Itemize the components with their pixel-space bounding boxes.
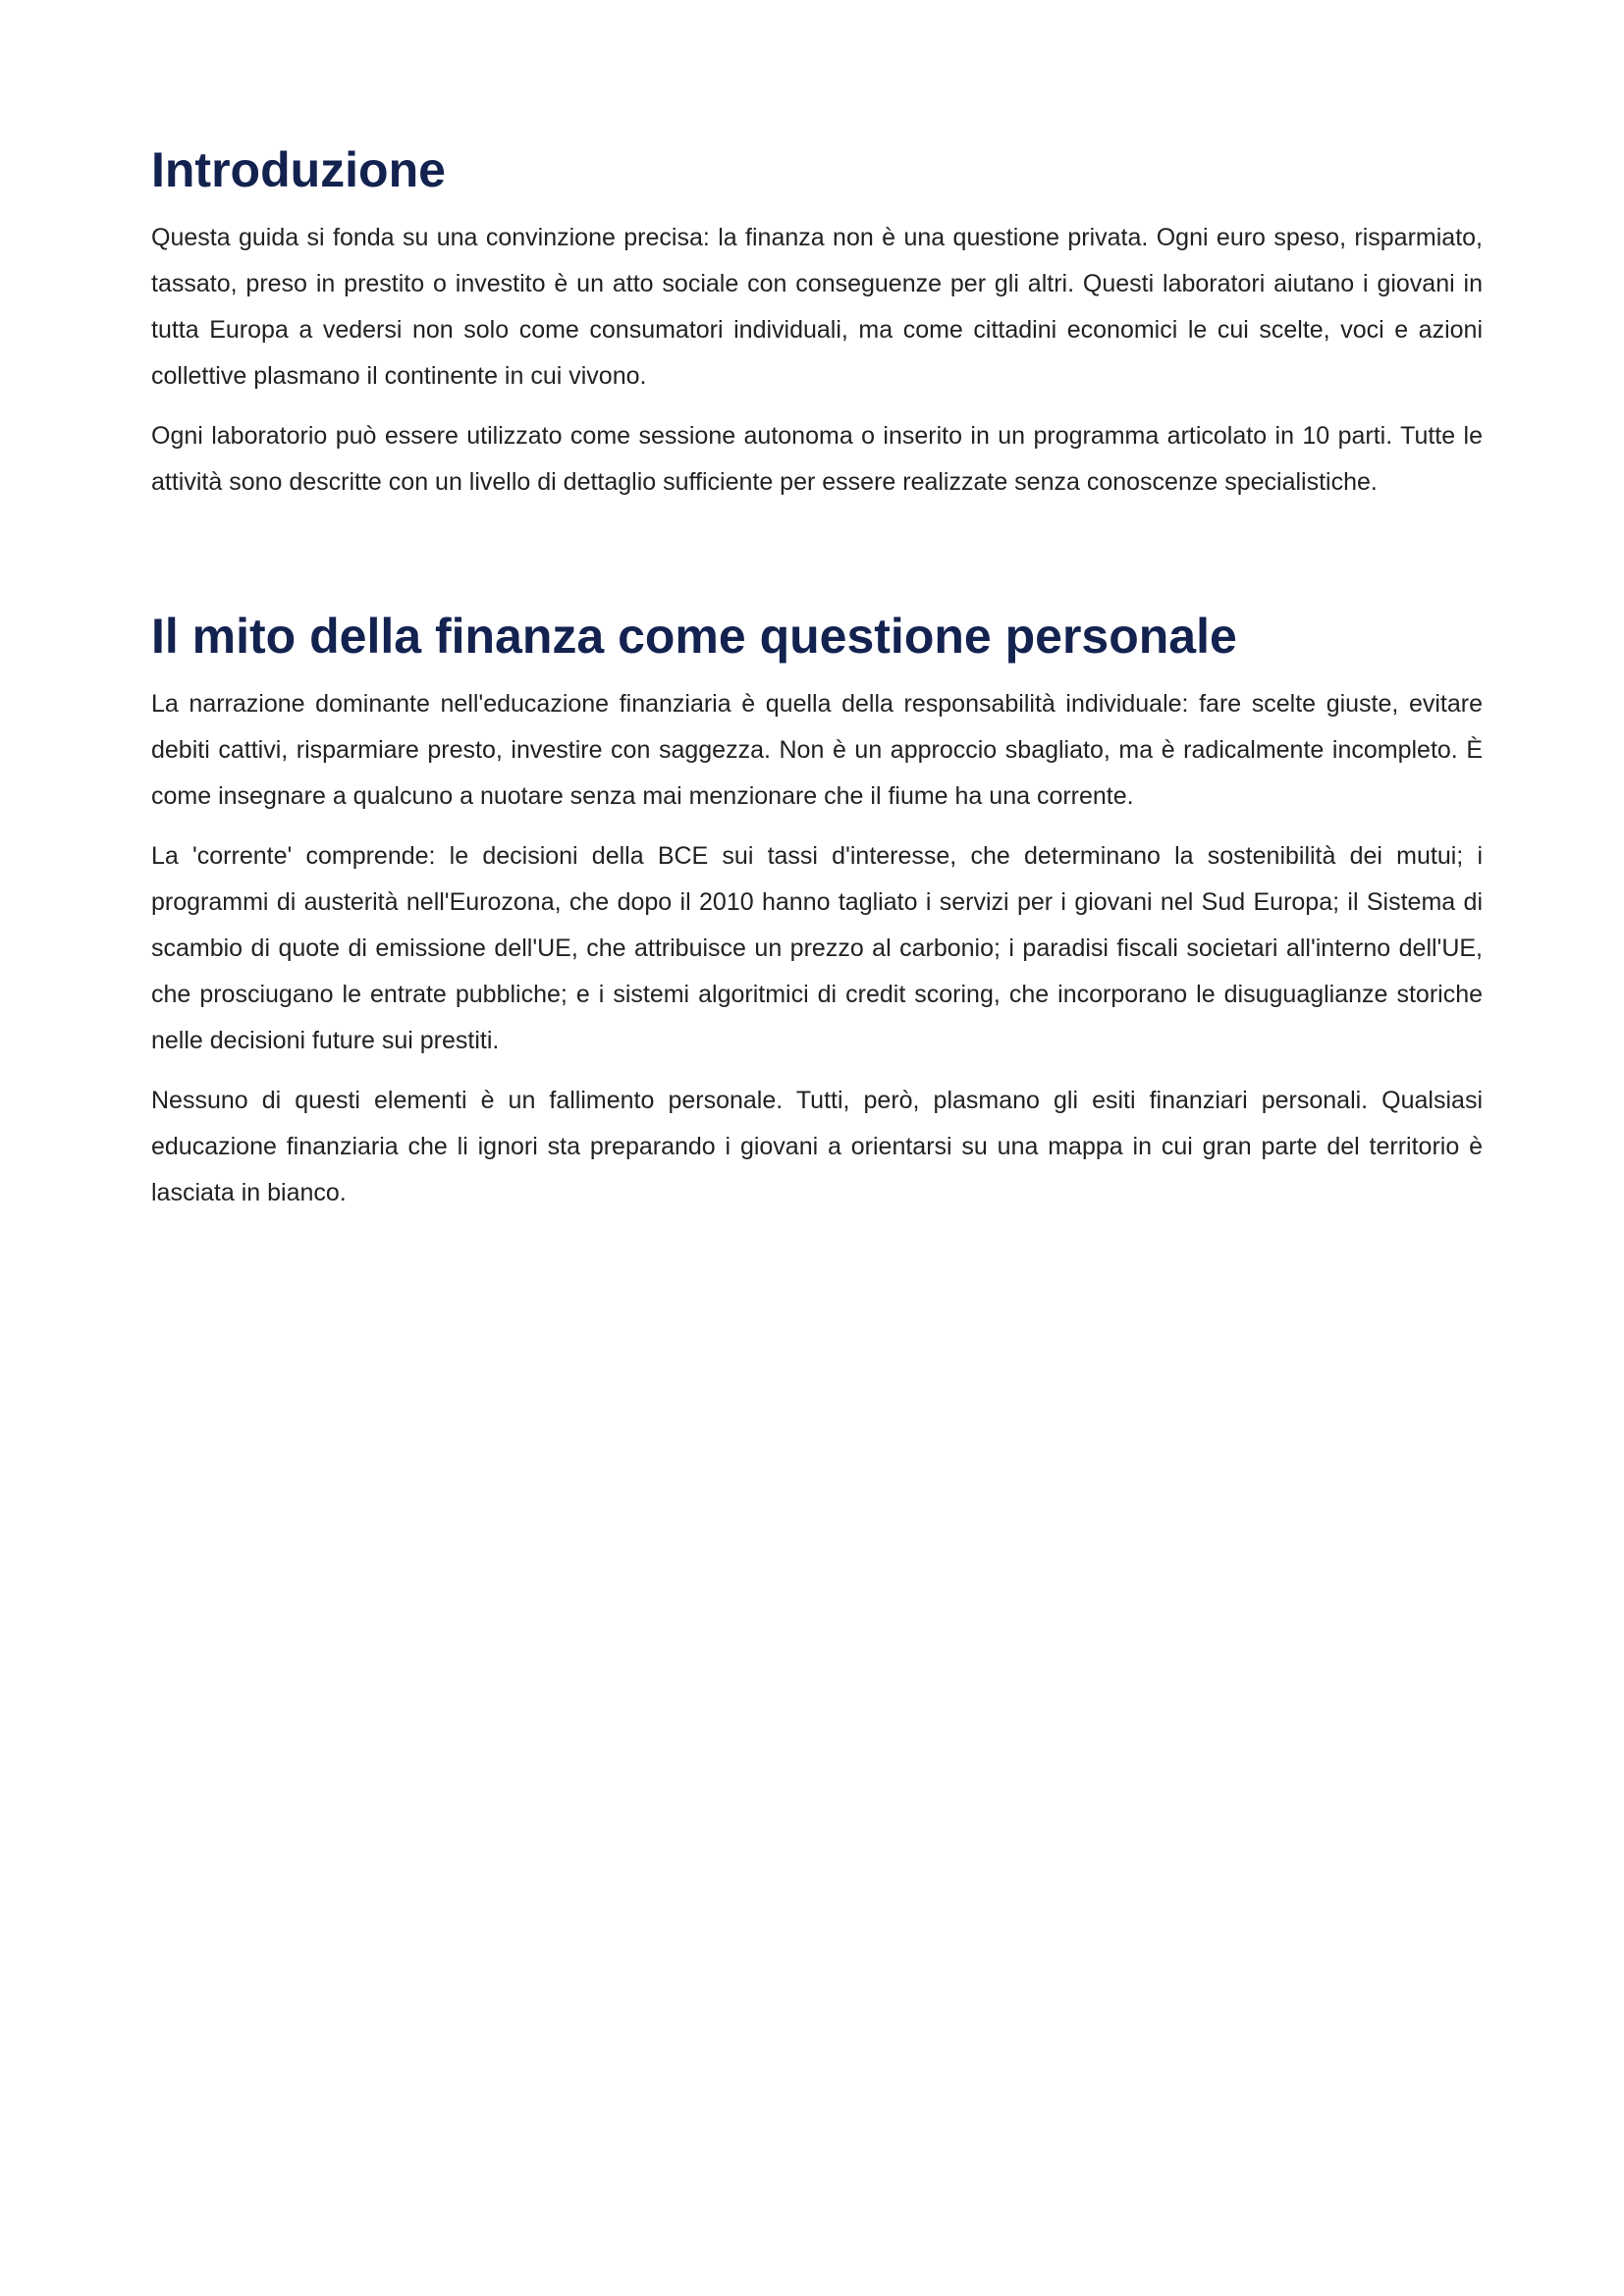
section-introduzione [151, 140, 1483, 506]
document-page [151, 0, 1483, 1216]
paragraph: Questa guida si fonda su una convinzione precisa: la finanza non è una questione privata. Ogni euro speso, risparmiato, tassato, preso in prestito o investito è un atto sociale con conseguenze per gli altri. Questi laboratori aiutano i giovani in tutta Europa a vedersi non solo come consumatori individuali, ma come cittadini economici le cui scelte, voci e azioni collettive plasmano il continente in cui vivono. [151, 224, 1483, 390]
section-heading: Introduzione [151, 142, 446, 197]
section-heading: Il mito della finanza come questione personale [151, 609, 1237, 664]
section-mito-finanza [151, 607, 1483, 1216]
paragraph: La 'corrente' comprende: le decisioni della BCE sui tassi d'interesse, che determinano la sostenibilità dei mutui; i programmi di austerità nell'Eurozona, che dopo il 2010 hanno tagliato i servizi per i giovani nel Sud Europa; il Sistema di scambio di quote di emissione dell'UE, che attribuisce un prezzo al carbonio; i paradisi fiscali societari all'interno dell'UE, che prosciugano le entrate pubbliche; e i sistemi algoritmici di credit scoring, che incorporano le disuguaglianze storiche nelle decisioni future sui prestiti. [151, 842, 1483, 1054]
paragraph: La narrazione dominante nell'educazione finanziaria è quella della responsabilità individuale: fare scelte giuste, evitare debiti cattivi, risparmiare presto, investire con saggezza. Non è un approccio sbagliato, ma è radicalmente incompleto. È come insegnare a qualcuno a nuotare senza mai menzionare che il fiume ha una corrente. [151, 690, 1483, 810]
paragraph: Ogni laboratorio può essere utilizzato come sessione autonoma o inserito in un programma articolato in 10 parti. Tutte le attività sono descritte con un livello di dettaglio sufficiente per essere realizzate senza conoscenze specialistiche. [151, 422, 1483, 496]
paragraph: Nessuno di questi elementi è un fallimento personale. Tutti, però, plasmano gli esiti finanziari personali. Qualsiasi educazione finanziaria che li ignori sta preparando i giovani a orientarsi su una mappa in cui gran parte del territorio è lasciata in bianco. [151, 1087, 1483, 1206]
